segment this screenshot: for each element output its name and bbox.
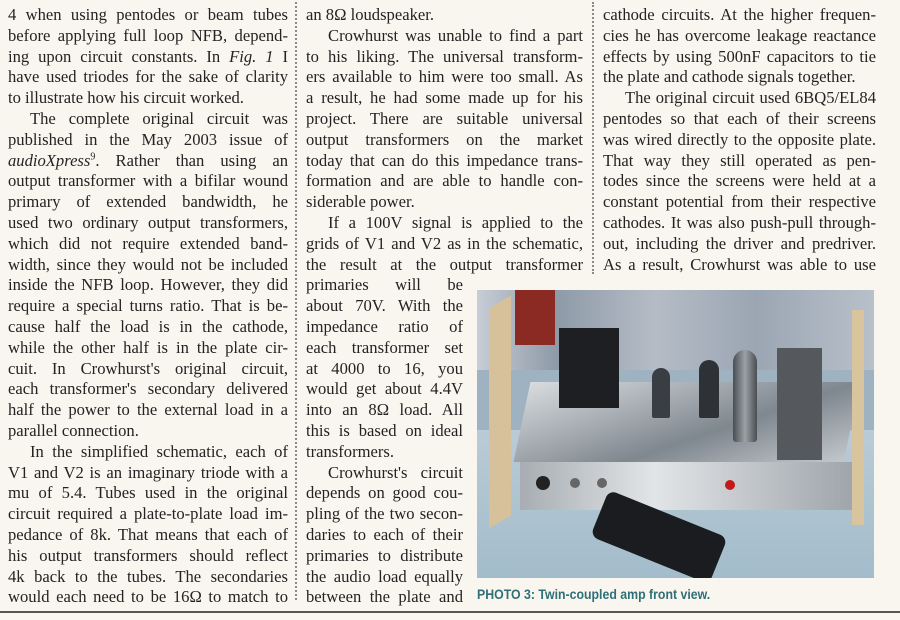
text-line: half the power to the external load in a [8,400,288,420]
text-line: The complete original circuit was [30,109,288,128]
text-line: Crowhurst's circuit [328,462,463,482]
photo-knob [570,478,580,488]
text-line: pling of the two secon- [306,504,463,524]
text-line: siderable power. [306,192,415,212]
text-line: published in the May 2003 issue of [8,129,288,149]
text-line: a result, he had some made up for his [306,88,583,108]
text-line [8,47,288,67]
text-line: todes since the screens were held at a [603,171,876,191]
text-line: to his liking. The universal transform- [306,46,583,66]
text-line: primaries will be [306,275,463,295]
text-line: his output transformers should reflect [8,545,288,565]
text-line: project. There are suitable universal [306,109,583,128]
text-line: width, since they would not be included [8,254,288,274]
photo-wood-side-left [489,296,511,529]
text-line: parallel connection. [8,421,139,440]
photo-red-box [515,290,555,345]
text-line: cathode circuits. At the higher frequen- [603,5,876,24]
text-line: have used triodes for the sake of clarity [8,67,288,87]
text-line: each transformer's secondary delivered [8,379,288,399]
text-line: impedance ratio of [306,317,463,336]
text-line: out, including the driver and predriver. [603,233,876,253]
photo-wood-side-right [852,310,864,525]
text-line: inside the NFB loop. However, they did [8,275,288,295]
text-line: The original circuit used 6BQ5/EL84 [625,88,876,108]
text-line: would each need to be 16Ω to match to [8,587,288,607]
text-line: ers available to him were too small. As [306,67,583,87]
text-line: an 8Ω loudspeaker. [306,5,434,24]
photo-tube [699,360,719,418]
text-line: primaries to distribute [306,545,463,565]
text-line: the result at the output transformer [306,254,583,274]
text-line: mu of 5.4. Tubes used in the original [8,483,288,503]
text-line: which did not require extended band- [8,233,288,253]
text-line: cuit. In Crowhurst's original circuit, [8,358,288,378]
text-line: formation and are able to handle con- [306,171,583,191]
text-line: about 70V. With the [306,296,463,316]
text-line: circuit required a plate-to-plate load im- [8,504,288,524]
text-line: pedance of 8k. That means that each of [8,525,288,544]
text-line: daries to each of their [306,525,463,544]
text-line: cies he has overcome leakage reactance [603,25,876,45]
text-line: each transformer set [306,337,463,357]
text-line: was wired directly to the opposite plate. [603,129,876,149]
text-line: before applying full loop NFB, depend- [8,25,288,45]
column-divider [295,2,297,600]
text-line: cause half the load is in the cathode, [8,317,288,336]
text-line: That way they still operated as pen- [603,150,876,170]
text-line: today that can do this impedance trans- [306,150,583,170]
text-line: output transformer with a bifilar wound [8,171,288,191]
footnote-marker: 9 [90,151,96,163]
text-line: would get about 4.4V [306,379,463,399]
photo-knob [536,476,550,490]
bottom-rule [0,611,900,613]
text-span: ing upon circuit constants. In [8,46,230,66]
text-line: cathodes. It was also push-pull through- [603,213,876,232]
text-line: to illustrate how his circuit worked. [8,88,244,108]
photo-tube [652,368,670,418]
photo-caption: PHOTO 3: Twin-coupled amp front view. [477,586,711,602]
text-line [8,151,288,171]
text-line: primary of extended bandwidth, he [8,192,288,212]
text-span: I [273,46,288,66]
text-line: the audio load equally [306,566,463,586]
text-line: used two ordinary output transformers, [8,213,288,232]
text-line: while the other half is in the plate cir- [8,337,288,357]
text-line: into an 8Ω load. All [306,400,463,420]
text-line: 4k back to the tubes. The secondaries [8,566,288,586]
text-line: In the simplified schematic, each of [30,441,288,461]
text-line: effects by using 500nF capacitors to tie [603,46,876,66]
text-line: this is based on ideal [306,421,463,440]
text-line: pentodes so that each of their screens [603,109,876,128]
text-line: require a special turns ratio. That is be- [8,296,288,316]
photo-output-transformers [777,348,822,460]
text-line: transformers. [306,441,395,461]
italic-text: audioXpress [8,150,91,170]
italic-text: Fig. 1 [229,46,274,66]
photo-red-lamp [725,480,735,490]
text-line: Crowhurst was unable to find a part [328,25,583,45]
photo-tube [733,350,757,442]
text-line: 4 when using pentodes or beam tubes [8,5,288,24]
photo-transformer [559,328,619,408]
photo-knob [597,478,607,488]
text-line: grids of V1 and V2 as in the schematic, [306,233,583,253]
text-line: constant potential from their respective [603,192,876,212]
text-line: the plate and cathode signals together. [603,67,856,87]
text-line: output transformers on the market [306,129,583,149]
text-line: As a result, Crowhurst was able to use [603,254,876,274]
text-line: between the plate and [306,587,463,607]
text-line: at 4000 to 16, you [306,358,463,378]
text-line: If a 100V signal is applied to the [328,213,583,232]
text-line: depends on good cou- [306,483,463,503]
text-line: V1 and V2 is an imaginary triode with a [8,462,288,482]
amplifier-photo [477,290,874,578]
text-span: . Rather than using an [95,150,288,170]
column-divider [592,2,594,274]
